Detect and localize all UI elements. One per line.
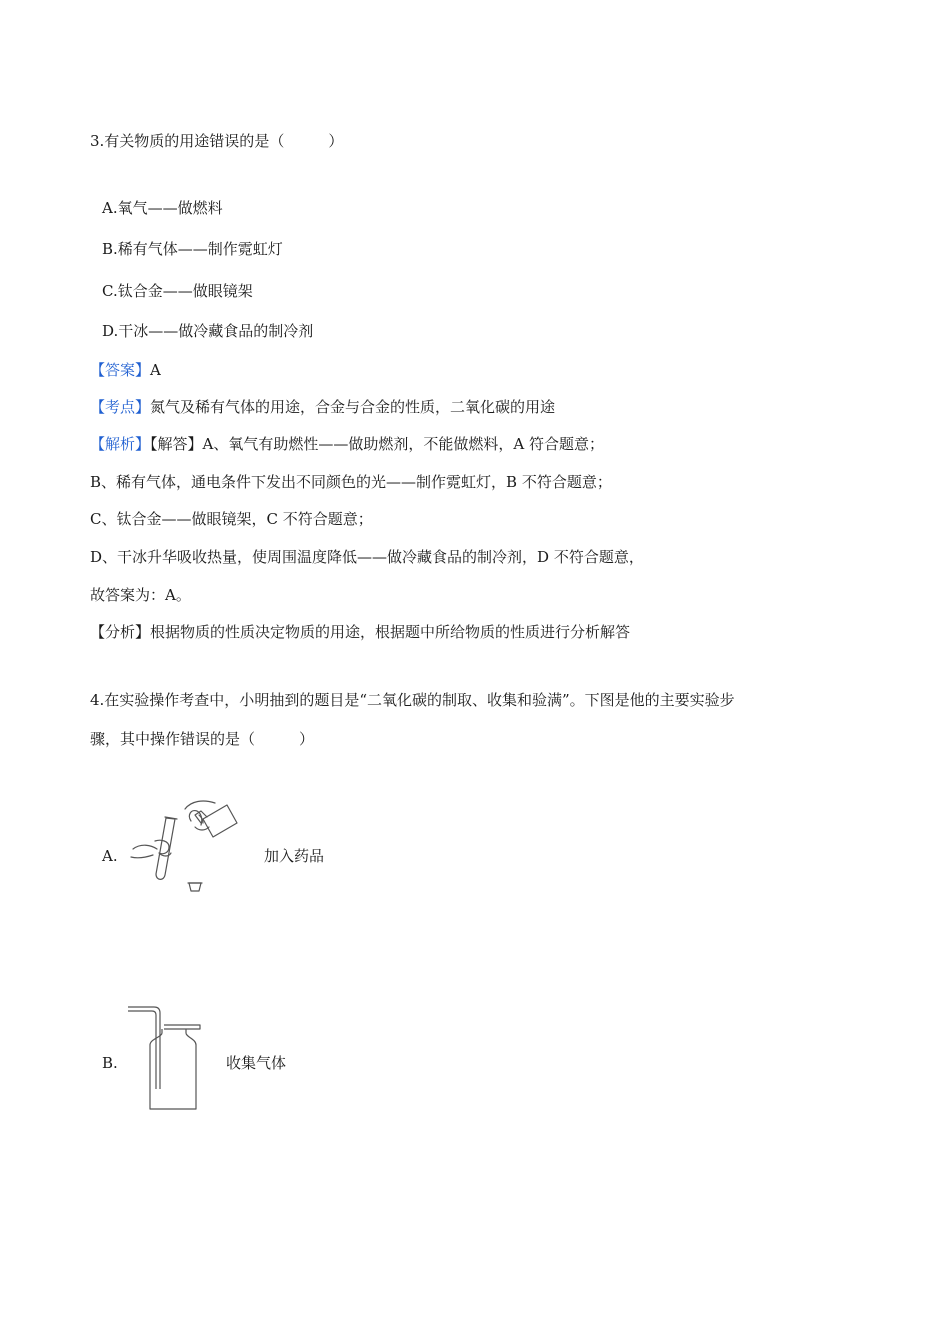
answer-tag: 【答案】 [90, 361, 151, 379]
q3-answer [90, 360, 161, 380]
add-reagent-illustration [125, 797, 245, 899]
q4-stem-close: ） [299, 730, 315, 748]
q4-option-a-caption: 加入药品 [264, 847, 325, 865]
analysis-line-3: C、钛合金——做眼镜架，C 不符合题意； [90, 510, 373, 528]
q3-option-b: B.稀有气体——制作霓虹灯 [102, 240, 283, 258]
point-tag: 【考点】 [90, 398, 151, 416]
q3-analysis [90, 434, 604, 454]
gas-collection-bottle-illustration [124, 1005, 210, 1115]
analysis-line-1: 【解答】A、氧气有助燃性——做助燃剂，不能做燃料，A 符合题意； [150, 435, 604, 453]
q4-stem-line-2 [90, 729, 314, 749]
point-text: 氮气及稀有气体的用途，合金与合金的性质，二氧化碳的用途 [150, 398, 556, 416]
q3-stem [90, 131, 343, 151]
answer-value: A [150, 361, 161, 379]
analysis-line-4: D、干冰升华吸收热量，使周围温度降低——做冷藏食品的制冷剂，D 不符合题意， [90, 548, 644, 566]
q3-stem-close: ） [328, 132, 344, 150]
q4-stem-text: 骤，其中操作错误的是（ [90, 730, 256, 748]
q4-option-b-caption: 收集气体 [226, 1054, 287, 1072]
q3-summary: 【分析】根据物质的性质决定物质的用途，根据题中所给物质的性质进行分析解答 [90, 623, 631, 641]
analysis-tag: 【解析】 [90, 435, 151, 453]
q3-option-a: A.氧气——做燃料 [102, 199, 223, 217]
q4-stem-line-1: 4.在实验操作考查中，小明抽到的题目是“二氧化碳的制取、收集和验满”。下图是他的主要实验步 [90, 691, 735, 709]
q4-option-b-letter: B. [102, 1054, 118, 1072]
q3-stem-text: 3.有关物质的用途错误的是（ [90, 132, 285, 150]
q4-option-a-letter: A. [102, 847, 118, 865]
q3-option-d: D.干冰——做冷藏食品的制冷剂 [102, 322, 314, 340]
analysis-line-5: 故答案为：A。 [90, 586, 191, 604]
q3-point [90, 397, 555, 417]
analysis-line-2: B、稀有气体，通电条件下发出不同颜色的光——制作霓虹灯，B 不符合题意； [90, 473, 612, 491]
q3-option-c: C.钛合金——做眼镜架 [102, 282, 253, 300]
